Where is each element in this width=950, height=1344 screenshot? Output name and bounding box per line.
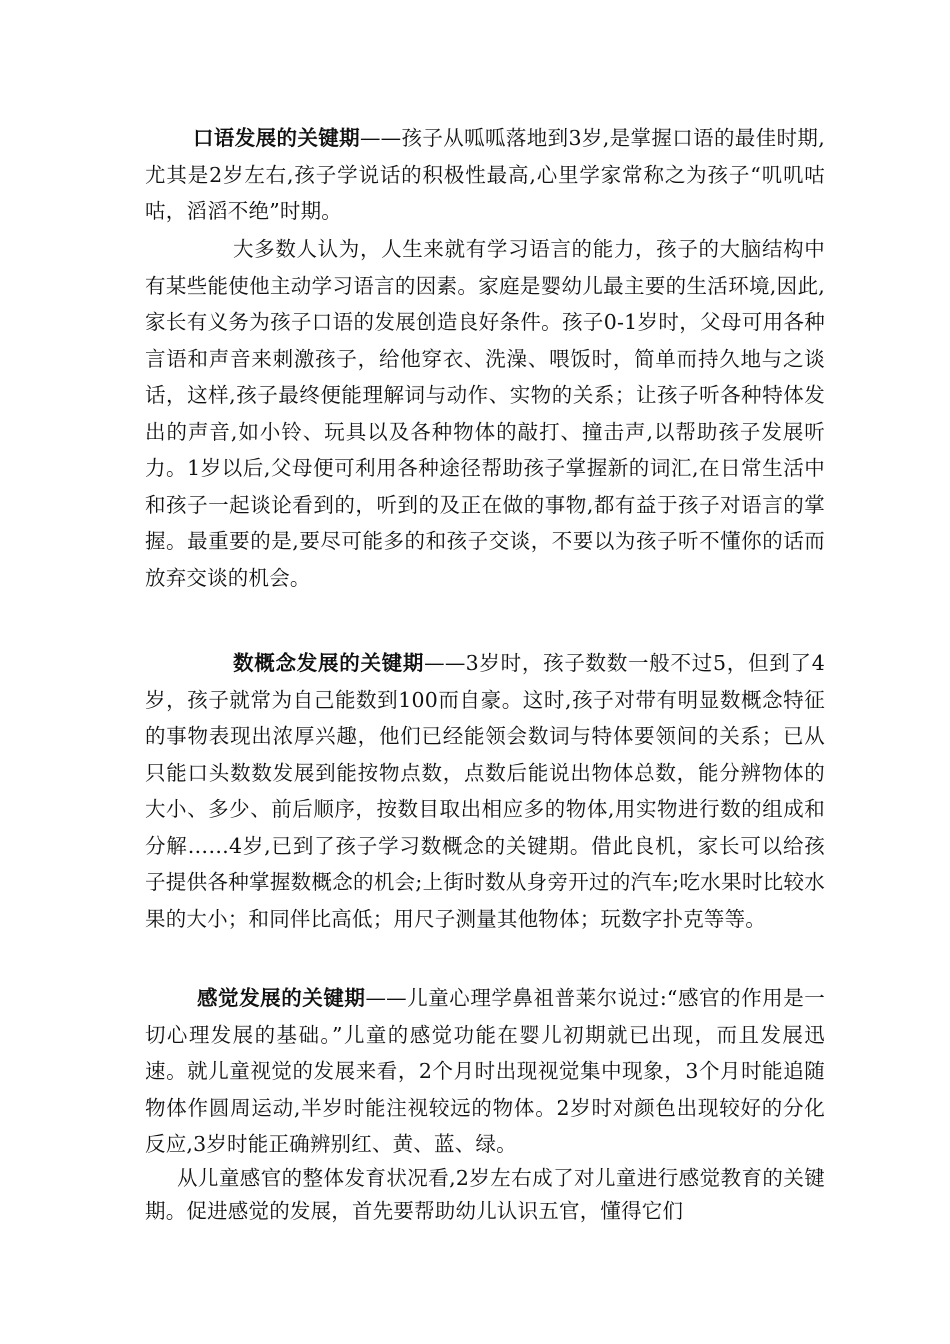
paragraph-number-concept [145, 645, 825, 937]
heading-oral-language: 口语发展的关键期 [193, 126, 360, 150]
paragraph-sensory [145, 980, 825, 1163]
paragraph-language-ability-text: 大多数人认为，人生来就有学习语言的能力，孩子的大脑结构中有某些能使他主动学习语言的因素。家庭是婴幼儿最主要的生活环境,因此,家长有义务为孩子口语的发展创造良好条件。孩子0-1岁时，父母可用各种言语和声音来刺激孩子，给他穿衣、洗澡、喂饭时，简单而持久地与之谈话，这样,孩子最终便能理解词与动作、实物的关系；让孩子听各种特体发出的声音,如小铃、玩具以及各种物体的敲打、撞击声,以帮助孩子发展听力。1岁以后,父母便可利用各种途径帮助孩子掌握新的词汇,在日常生活中和孩子一起谈论看到的，听到的及正在做的事物,都有益于孩子对语言的掌握。最重要的是,要尽可能多的和孩子交谈，不要以为孩子听不懂你的话而放弃交谈的机会。 [145, 237, 825, 590]
heading-number-concept: 数概念发展的关键期 [233, 651, 425, 675]
paragraph-language-ability [145, 231, 825, 596]
paragraph-number-concept-text: ——3岁时，孩子数数一般不过5，但到了4岁，孩子就常为自己能数到100而自豪。这时,孩子对带有明显数概念特征的事物表现出浓厚兴趣，他们已经能领会数词与特体要领间的关系；已从只能口头数数发展到能按物点数，点数后能说出物体总数，能分辨物体的大小、多少、前后顺序，按数目取出相应多的物体,用实物进行数的组成和分解……4岁,已到了孩子学习数概念的关键期。借此良机，家长可以给孩子提供各种掌握数概念的机会;上街时数从身旁开过的汽车;吃水果时比较水果的大小；和同伴比高低；用尺子测量其他物体；玩数字扑克等等。 [145, 651, 825, 931]
paragraph-oral-language-text: ——孩子从呱呱落地到3岁,是掌握口语的最佳时期,尤其是2岁左右,孩子学说话的积极性最高,心里学家常称之为孩子“叽叽咕咕，滔滔不绝”时期。 [145, 126, 825, 223]
paragraph-sensory-education-text: 从儿童感官的整体发育状况看,2岁左右成了对儿童进行感觉教育的关键期。促进感觉的发展，首先要帮助幼儿认识五官，懂得它们 [145, 1166, 825, 1223]
paragraph-oral-language [145, 120, 825, 230]
heading-sensory: 感觉发展的关键期 [197, 986, 366, 1010]
paragraph-sensory-education [145, 1162, 825, 1228]
paragraph-sensory-text: ——儿童心理学鼻祖普莱尔说过:“感官的作用是一切心理发展的基础。”儿童的感觉功能在婴儿初期就已出现，而且发展迅速。就儿童视觉的发展来看，2个月时出现视觉集中现象，3个月时能追随物体作圆周运动,半岁时能注视较远的物体。2岁时对颜色出现较好的分化反应,3岁时能正确辨别红、黄、蓝、绿。 [145, 986, 825, 1156]
